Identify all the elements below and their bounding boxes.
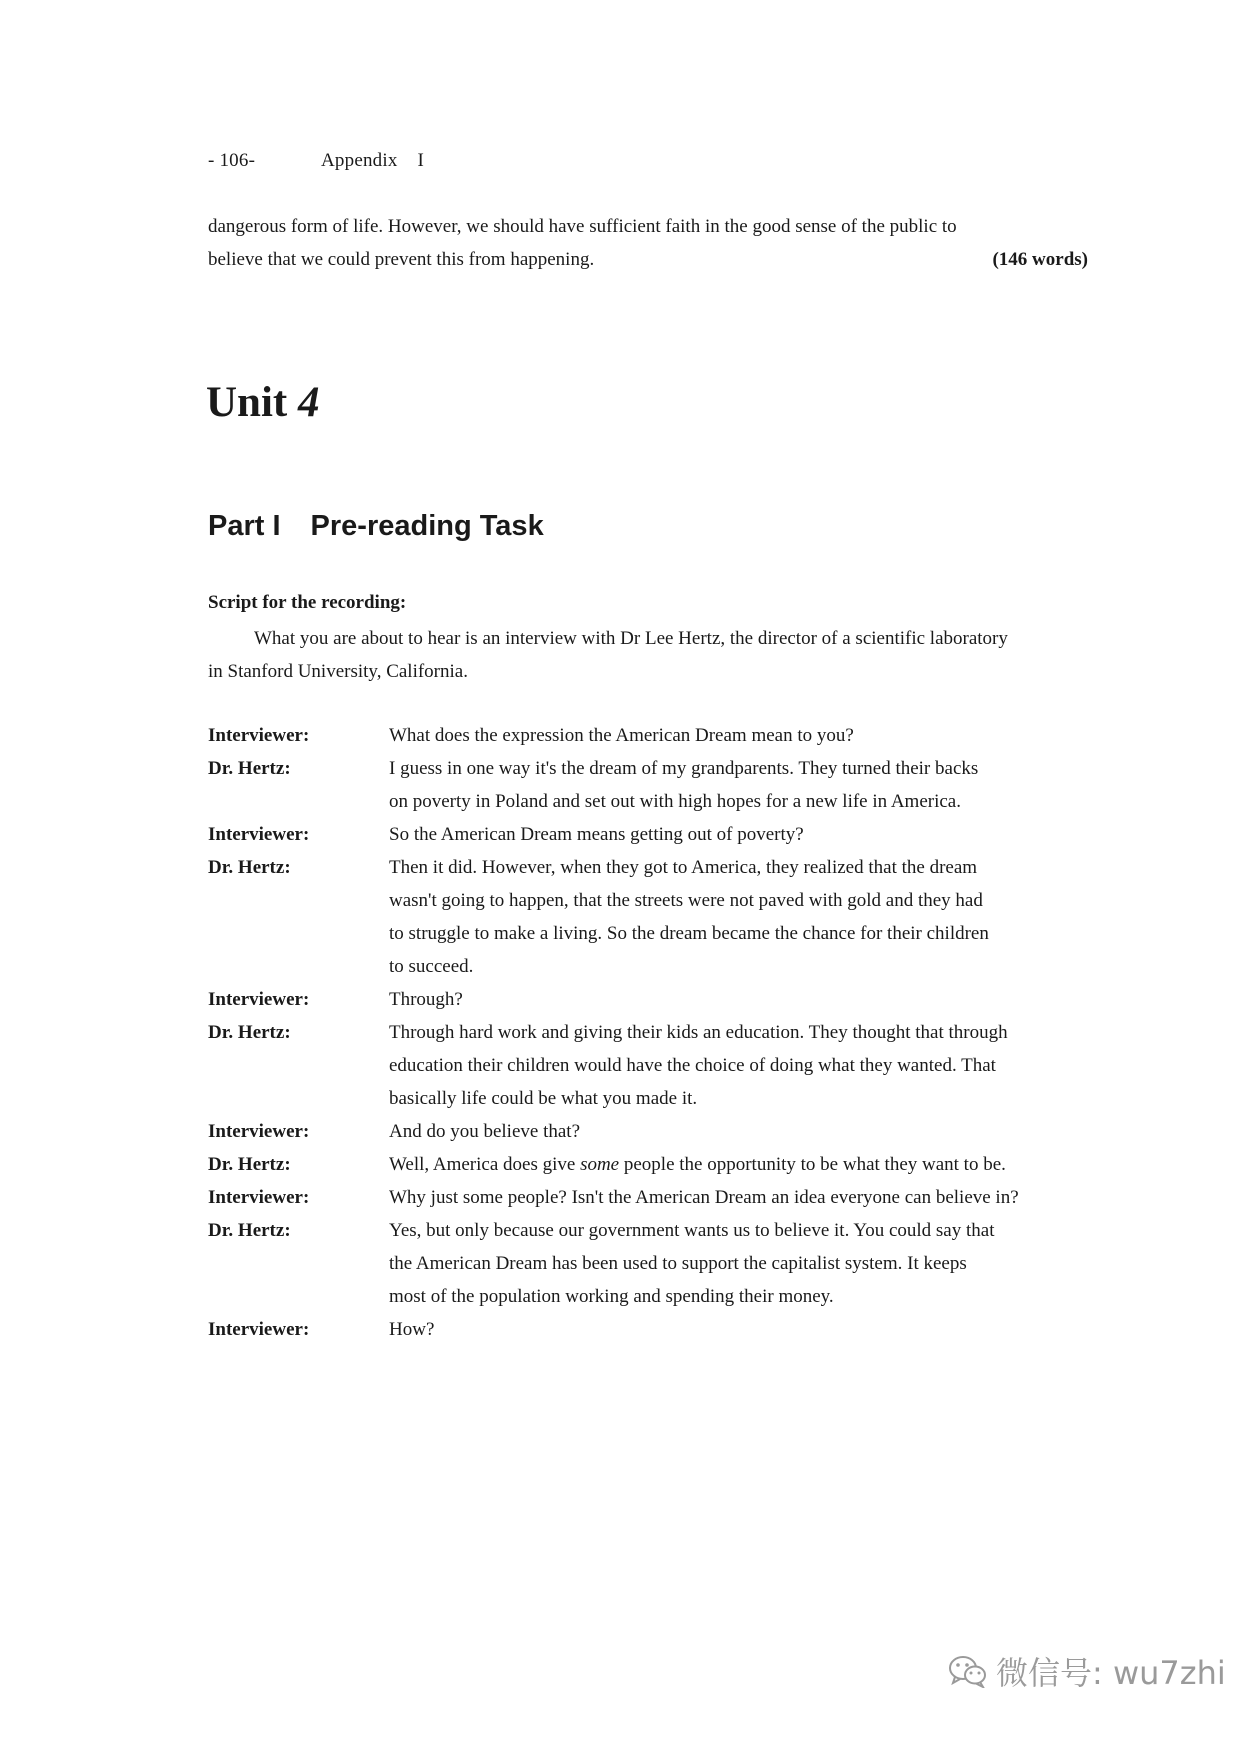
script-label: Script for the recording:: [208, 592, 407, 613]
interview-dialogue: [208, 719, 1088, 1346]
part-title: Pre-reading Task: [310, 510, 544, 542]
dialogue-turn: [208, 851, 1088, 983]
utterance-text: people the opportunity to be what they want to be.: [619, 1154, 1006, 1175]
paragraph-line-text: believe that we could prevent this from happening.: [208, 249, 595, 270]
speaker-label: Dr. Hertz:: [208, 1154, 291, 1175]
utterance: [389, 752, 1088, 818]
utterance-line: to succeed.: [389, 956, 474, 977]
dialogue-turn: [208, 1016, 1088, 1115]
unit-heading: [206, 378, 319, 428]
speaker-label: Interviewer:: [208, 725, 310, 746]
utterance: [389, 818, 1088, 851]
script-intro: [208, 622, 1088, 688]
unit-number: 4: [297, 379, 320, 426]
utterance: [389, 1181, 1088, 1214]
utterance-line: And do you believe that?: [389, 1121, 581, 1142]
utterance: [389, 1115, 1088, 1148]
utterance-line: Then it did. However, when they got to America, they realized that the dream: [389, 857, 978, 878]
section-numeral: I: [417, 150, 425, 171]
dialogue-turn: [208, 1181, 1088, 1214]
speaker-label: Dr. Hertz:: [208, 1022, 291, 1043]
script-intro-line: in Stanford University, California.: [208, 661, 468, 682]
utterance-line: [389, 1148, 1088, 1181]
dialogue-turn: [208, 1115, 1088, 1148]
paragraph-line: dangerous form of life. However, we should have sufficient faith in the good sense of the public to: [208, 216, 957, 237]
dialogue-turn: [208, 983, 1088, 1016]
speaker-label: Interviewer:: [208, 989, 310, 1010]
utterance-line: basically life could be what you made it.: [389, 1088, 698, 1109]
dialogue-turn: [208, 752, 1088, 818]
speaker-label: Dr. Hertz:: [208, 1220, 291, 1241]
utterance: [389, 1148, 1088, 1181]
speaker-label: Interviewer:: [208, 1319, 310, 1340]
emphasized-word: some: [580, 1154, 620, 1175]
utterance: [389, 983, 1088, 1016]
part-label: Part I: [208, 510, 281, 542]
utterance-line: to struggle to make a living. So the dream became the chance for their children: [389, 923, 989, 944]
wechat-icon: [948, 1654, 988, 1688]
speaker-label: Interviewer:: [208, 824, 310, 845]
script-intro-line: What you are about to hear is an interview with Dr Lee Hertz, the director of a scientific laboratory: [254, 628, 1008, 649]
utterance-line: Why just some people? Isn't the American Dream an idea everyone can believe in?: [389, 1187, 1019, 1208]
speaker-label: Dr. Hertz:: [208, 758, 291, 779]
utterance: [389, 719, 1088, 752]
utterance-line: on poverty in Poland and set out with high hopes for a new life in America.: [389, 791, 961, 812]
utterance-line: most of the population working and spending their money.: [389, 1286, 834, 1307]
part-heading: [208, 508, 544, 544]
paragraph-line-last: [208, 243, 1088, 276]
speaker-label: Dr. Hertz:: [208, 857, 291, 878]
watermark: [948, 1648, 1226, 1694]
dialogue-turn: [208, 1148, 1088, 1181]
utterance: [389, 1016, 1088, 1115]
unit-label: Unit: [206, 379, 288, 426]
utterance-line: How?: [389, 1319, 435, 1340]
utterance-line: What does the expression the American Dream mean to you?: [389, 725, 854, 746]
utterance: [389, 1214, 1088, 1313]
utterance-line: So the American Dream means getting out of poverty?: [389, 824, 804, 845]
utterance-line: education their children would have the choice of doing what they wanted. That: [389, 1055, 996, 1076]
utterance-line: wasn't going to happen, that the streets were not paved with gold and they had: [389, 890, 983, 911]
utterance-line: Yes, but only because our government wants us to believe it. You could say that: [389, 1220, 995, 1241]
speaker-label: Interviewer:: [208, 1121, 310, 1142]
dialogue-turn: [208, 818, 1088, 851]
speaker-label: Interviewer:: [208, 1187, 310, 1208]
utterance-line: the American Dream has been used to support the capitalist system. It keeps: [389, 1253, 967, 1274]
running-header: [208, 150, 424, 172]
utterance: [389, 851, 1088, 983]
utterance-text: Well, America does give: [389, 1154, 581, 1175]
dialogue-turn: [208, 1313, 1088, 1346]
utterance-line: Through?: [389, 989, 463, 1010]
continued-paragraph: [208, 210, 1088, 276]
page-number: - 106-: [208, 150, 256, 171]
section-name: Appendix: [321, 150, 398, 171]
dialogue-turn: [208, 719, 1088, 752]
utterance-line: I guess in one way it's the dream of my grandparents. They turned their backs: [389, 758, 979, 779]
utterance-line: Through hard work and giving their kids an education. They thought that through: [389, 1022, 1008, 1043]
utterance: [389, 1313, 1088, 1346]
dialogue-turn: [208, 1214, 1088, 1313]
word-count: (146 words): [992, 249, 1088, 270]
watermark-text: 微信号: wu7zhi: [996, 1654, 1226, 1692]
